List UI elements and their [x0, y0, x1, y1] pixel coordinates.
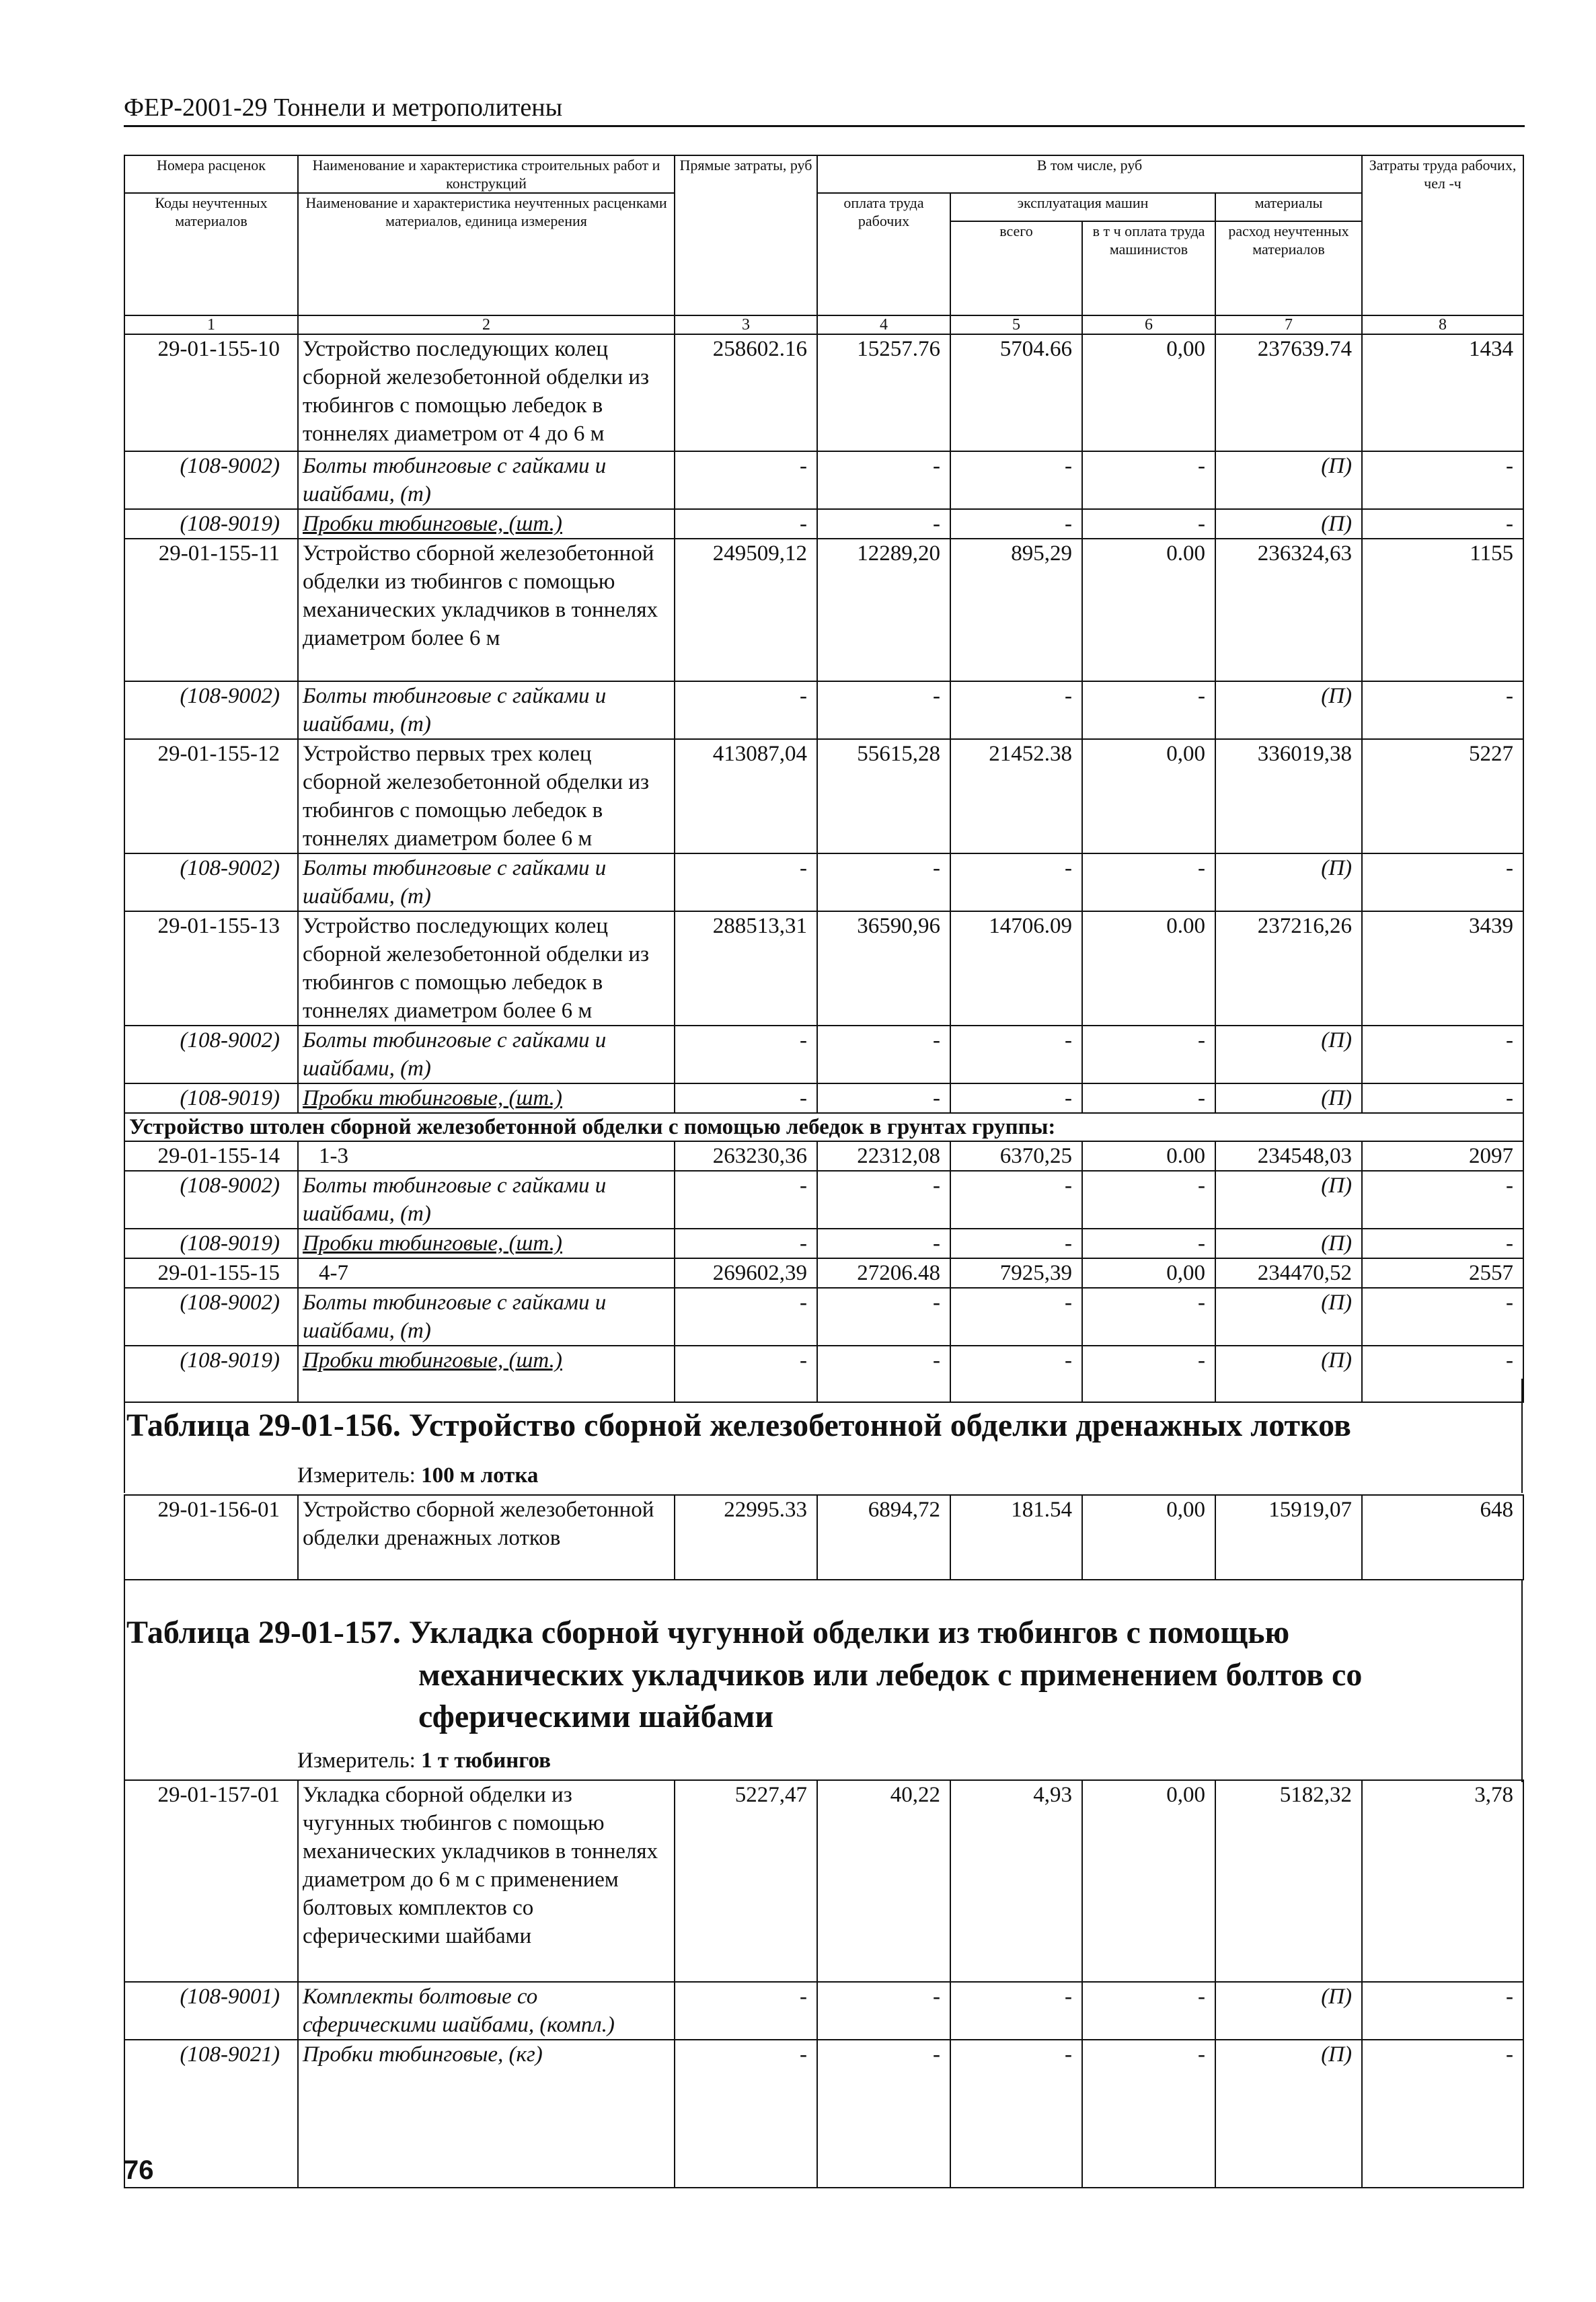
rate-code: 29-01-155-11 [124, 539, 298, 681]
direct-cost: 22995.33 [675, 1495, 817, 1580]
col2-head-b: Наименование и характеристика неучтенных расценками материалов, единица измерения [298, 193, 675, 315]
dash: - [817, 853, 950, 911]
table-row [124, 1780, 1523, 1982]
table-157-title: Таблица 29-01-157. Укладка сборной чугунной обделки из тюбингов с помощью [126, 1615, 1290, 1650]
work-name: Устройство сборной железобетонной обделки дренажных лотков [298, 1495, 675, 1580]
material-row [124, 853, 1523, 911]
work-name: 4-7 [298, 1258, 675, 1288]
frame-left-line [124, 1379, 125, 1493]
table-156 [124, 1494, 1524, 1580]
project-mark: (П) [1215, 1346, 1362, 1402]
group-heading-row [124, 1113, 1523, 1141]
direct-cost: 288513,31 [675, 911, 817, 1026]
material-code: (108-9019) [124, 1346, 298, 1402]
measure-label: Измеритель: [297, 1463, 416, 1488]
project-mark: (П) [1215, 1982, 1362, 2040]
material-code: (108-9002) [124, 1026, 298, 1083]
dash: - [1362, 451, 1523, 509]
machine-total: 7925,39 [950, 1258, 1082, 1288]
dash: - [1082, 509, 1215, 539]
project-mark: (П) [1215, 1083, 1362, 1113]
col6-head: в т ч оплата труда машинистов [1082, 221, 1215, 315]
material-code: (108-9019) [124, 1229, 298, 1258]
material-code: (108-9002) [124, 681, 298, 739]
labor-pay: 27206.48 [817, 1258, 950, 1288]
material-row [124, 451, 1523, 509]
labor-pay: 6894,72 [817, 1495, 950, 1580]
operator-pay: 0.00 [1082, 539, 1215, 681]
material-row [124, 1171, 1523, 1229]
dash: - [950, 1083, 1082, 1113]
col-number: 3 [675, 315, 817, 334]
dash: - [1082, 1171, 1215, 1229]
dash: - [1082, 1026, 1215, 1083]
dash: - [817, 451, 950, 509]
materials-head: материалы [1215, 193, 1362, 221]
operator-pay: 0.00 [1082, 911, 1215, 1026]
labor-hours: 2557 [1362, 1258, 1523, 1288]
labor-hours: 5227 [1362, 739, 1523, 853]
labor-pay: 15257.76 [817, 334, 950, 451]
direct-cost: 263230,36 [675, 1141, 817, 1171]
material-code: (108-9002) [124, 1171, 298, 1229]
material-name: Пробки тюбинговые, (шт.) [298, 1229, 675, 1258]
machine-total: 21452.38 [950, 739, 1082, 853]
materials-cost: 336019,38 [1215, 739, 1362, 853]
material-name: Пробки тюбинговые, (шт.) [298, 1083, 675, 1113]
material-row [124, 1083, 1523, 1113]
machine-total: 14706.09 [950, 911, 1082, 1026]
machine-total: 181.54 [950, 1495, 1082, 1580]
table-row [124, 739, 1523, 853]
dash: - [1082, 1288, 1215, 1346]
main-table [124, 155, 1524, 1403]
dash: - [1362, 1171, 1523, 1229]
project-mark: (П) [1215, 2040, 1362, 2188]
labor-pay: 36590,96 [817, 911, 950, 1026]
material-row [124, 509, 1523, 539]
labor-pay: 40,22 [817, 1780, 950, 1982]
dash: - [1362, 1229, 1523, 1258]
material-code: (108-9019) [124, 1083, 298, 1113]
machine-total: 895,29 [950, 539, 1082, 681]
dash: - [1362, 1026, 1523, 1083]
labor-hours: 3,78 [1362, 1780, 1523, 1982]
col-number: 5 [950, 315, 1082, 334]
rate-code: 29-01-155-12 [124, 739, 298, 853]
project-mark: (П) [1215, 451, 1362, 509]
dash: - [1082, 451, 1215, 509]
material-name: Болты тюбинговые с гайками и шайбами, (т) [298, 1026, 675, 1083]
material-row [124, 1229, 1523, 1258]
dash: - [675, 681, 817, 739]
dash: - [950, 1346, 1082, 1402]
work-name: Устройство последующих колец сборной железобетонной обделки из тюбингов с помощью лебедок в тоннелях диаметром от 4 до 6 м [298, 334, 675, 451]
dash: - [675, 1171, 817, 1229]
col5-head: всего [950, 221, 1082, 315]
work-name: Устройство последующих колец сборной железобетонной обделки из тюбингов с помощью лебедок в тоннелях диаметром более 6 м [298, 911, 675, 1026]
machine-total: 6370,25 [950, 1141, 1082, 1171]
project-mark: (П) [1215, 681, 1362, 739]
operator-pay: 0,00 [1082, 1495, 1215, 1580]
material-name: Болты тюбинговые с гайками и шайбами, (т) [298, 451, 675, 509]
included-head: В том числе, руб [817, 155, 1362, 193]
project-mark: (П) [1215, 509, 1362, 539]
dash: - [817, 681, 950, 739]
direct-cost: 413087,04 [675, 739, 817, 853]
dash: - [1362, 853, 1523, 911]
labor-pay: 12289,20 [817, 539, 950, 681]
project-mark: (П) [1215, 853, 1362, 911]
dash: - [950, 1171, 1082, 1229]
dash: - [675, 1982, 817, 2040]
dash: - [1082, 1346, 1215, 1402]
material-row [124, 1346, 1523, 1402]
col-number: 2 [298, 315, 675, 334]
material-name: Комплекты болтовые со сферическими шайбами, (компл.) [298, 1982, 675, 2040]
dash: - [1082, 1229, 1215, 1258]
dash: - [950, 1229, 1082, 1258]
dash: - [950, 853, 1082, 911]
material-code: (108-9019) [124, 509, 298, 539]
dash: - [1362, 1288, 1523, 1346]
labor-hours: 2097 [1362, 1141, 1523, 1171]
material-name: Пробки тюбинговые, (шт.) [298, 1346, 675, 1402]
dash: - [675, 2040, 817, 2188]
table-row [124, 1495, 1523, 1580]
dash: - [950, 1026, 1082, 1083]
header-row-1 [124, 155, 1523, 193]
dash: - [817, 1982, 950, 2040]
work-name: 1-3 [298, 1141, 675, 1171]
direct-cost: 269602,39 [675, 1258, 817, 1288]
frame-right-line [1521, 1379, 1523, 1493]
group-heading: Устройство штолен сборной железобетонной обделки с помощью лебедок в грунтах группы: [124, 1113, 1523, 1141]
machine-total: 5704.66 [950, 334, 1082, 451]
rate-code: 29-01-155-13 [124, 911, 298, 1026]
header-rule [124, 125, 1525, 127]
material-name: Болты тюбинговые с гайками и шайбами, (т) [298, 853, 675, 911]
direct-cost: 249509,12 [675, 539, 817, 681]
dash: - [1362, 509, 1523, 539]
dash: - [675, 1026, 817, 1083]
material-name: Болты тюбинговые с гайками и шайбами, (т) [298, 1171, 675, 1229]
dash: - [1362, 681, 1523, 739]
dash: - [817, 1171, 950, 1229]
table-row [124, 539, 1523, 681]
col-number: 8 [1362, 315, 1523, 334]
materials-cost: 5182,32 [1215, 1780, 1362, 1982]
table-row [124, 334, 1523, 451]
col3-head: Прямые затраты, руб [675, 155, 817, 315]
dash: - [817, 2040, 950, 2188]
material-code: (108-9002) [124, 1288, 298, 1346]
dash: - [950, 1288, 1082, 1346]
labor-pay: 22312,08 [817, 1141, 950, 1171]
material-name: Пробки тюбинговые, (кг) [298, 2040, 675, 2188]
operator-pay: 0,00 [1082, 1780, 1215, 1982]
direct-cost: 258602.16 [675, 334, 817, 451]
work-name: Устройство сборной железобетонной обделки из тюбингов с помощью механических укладчиков в тоннелях диаметром более 6 м [298, 539, 675, 681]
dash: - [1362, 1346, 1523, 1402]
dash: - [675, 1229, 817, 1258]
operator-pay: 0,00 [1082, 334, 1215, 451]
dash: - [1082, 681, 1215, 739]
material-row [124, 1288, 1523, 1346]
col2-head-a: Наименование и характеристика строительных работ и конструкций [298, 155, 675, 193]
table-row [124, 1258, 1523, 1288]
labor-pay: 55615,28 [817, 739, 950, 853]
col7-head: расход неучтенных материалов [1215, 221, 1362, 315]
project-mark: (П) [1215, 1288, 1362, 1346]
dash: - [675, 1083, 817, 1113]
table-row [124, 911, 1523, 1026]
dash: - [1082, 853, 1215, 911]
operator-pay: 0.00 [1082, 1141, 1215, 1171]
col-number: 7 [1215, 315, 1362, 334]
machine-total: 4,93 [950, 1780, 1082, 1982]
running-header: ФЕР-2001-29 Тоннели и метрополитены [124, 93, 563, 122]
project-mark: (П) [1215, 1026, 1362, 1083]
dash: - [950, 2040, 1082, 2188]
material-row [124, 681, 1523, 739]
work-name: Устройство первых трех колец сборной железобетонной обделки из тюбингов с помощью лебедок в тоннелях диаметром более 6 м [298, 739, 675, 853]
dash: - [675, 853, 817, 911]
dash: - [817, 1346, 950, 1402]
dash: - [1082, 2040, 1215, 2188]
material-name: Болты тюбинговые с гайками и шайбами, (т) [298, 681, 675, 739]
dash: - [675, 1346, 817, 1402]
col-number: 6 [1082, 315, 1215, 334]
material-code: (108-9002) [124, 451, 298, 509]
table-156-title: Таблица 29-01-156. Устройство сборной железобетонной обделки дренажных лотков [126, 1408, 1351, 1443]
material-name: Болты тюбинговые с гайками и шайбами, (т) [298, 1288, 675, 1346]
rate-code: 29-01-155-15 [124, 1258, 298, 1288]
dash: - [817, 1083, 950, 1113]
material-name: Пробки тюбинговые, (шт.) [298, 509, 675, 539]
dash: - [1362, 2040, 1523, 2188]
labor-hours: 1155 [1362, 539, 1523, 681]
dash: - [817, 1288, 950, 1346]
operator-pay: 0,00 [1082, 739, 1215, 853]
materials-cost: 234470,52 [1215, 1258, 1362, 1288]
dash: - [950, 681, 1082, 739]
labor-hours: 648 [1362, 1495, 1523, 1580]
rate-code: 29-01-155-10 [124, 334, 298, 451]
material-code: (108-9002) [124, 853, 298, 911]
table-156-measure [297, 1463, 538, 1488]
table-157-measure [297, 1749, 551, 1773]
rate-code: 29-01-155-14 [124, 1141, 298, 1171]
materials-cost: 15919,07 [1215, 1495, 1362, 1580]
rate-code: 29-01-156-01 [124, 1495, 298, 1580]
col8-head: Затраты труда рабочих, чел -ч [1362, 155, 1523, 315]
measure-value: 1 т тюбингов [421, 1749, 551, 1773]
col-number: 1 [124, 315, 298, 334]
page-number: 76 [124, 2155, 154, 2185]
dash: - [950, 451, 1082, 509]
col4-head: оплата труда рабочих [817, 193, 950, 315]
dash: - [675, 451, 817, 509]
frame-left-line [124, 1580, 125, 1782]
col-number: 4 [817, 315, 950, 334]
dash: - [1362, 1982, 1523, 2040]
dash: - [1362, 1083, 1523, 1113]
dash: - [675, 509, 817, 539]
measure-label: Измеритель: [297, 1749, 416, 1773]
column-number-row [124, 315, 1523, 334]
material-code: (108-9021) [124, 2040, 298, 2188]
dash: - [817, 1229, 950, 1258]
labor-hours: 1434 [1362, 334, 1523, 451]
materials-cost: 236324,63 [1215, 539, 1362, 681]
dash: - [950, 1982, 1082, 2040]
labor-hours: 3439 [1362, 911, 1523, 1026]
materials-cost: 234548,03 [1215, 1141, 1362, 1171]
material-row [124, 1982, 1523, 2040]
materials-cost: 237216,26 [1215, 911, 1362, 1026]
rate-code: 29-01-157-01 [124, 1780, 298, 1982]
material-row [124, 1026, 1523, 1083]
dash: - [1082, 1982, 1215, 2040]
material-code: (108-9001) [124, 1982, 298, 2040]
machines-head: эксплуатация машин [950, 193, 1215, 221]
dash: - [675, 1288, 817, 1346]
header-row-2 [124, 193, 1523, 221]
materials-cost: 237639.74 [1215, 334, 1362, 451]
col1-head-a: Номера расценок [124, 155, 298, 193]
table-row [124, 1141, 1523, 1171]
work-name: Укладка сборной обделки из чугунных тюбингов с помощью механических укладчиков в тоннелях диаметром до 6 м с применением болтовых комплектов со сферическими шайбами [298, 1780, 675, 1982]
table-157 [124, 1779, 1524, 2188]
frame-right-line [1521, 1580, 1523, 1782]
measure-value: 100 м лотка [421, 1463, 539, 1488]
operator-pay: 0,00 [1082, 1258, 1215, 1288]
col1-head-b: Коды неучтенных материалов [124, 193, 298, 315]
project-mark: (П) [1215, 1229, 1362, 1258]
dash: - [1082, 1083, 1215, 1113]
dash: - [950, 509, 1082, 539]
dash: - [817, 1026, 950, 1083]
project-mark: (П) [1215, 1171, 1362, 1229]
direct-cost: 5227,47 [675, 1780, 817, 1982]
material-row [124, 2040, 1523, 2188]
dash: - [817, 509, 950, 539]
table-157-title-cont: механических укладчиков или лебедок с применением болтов со сферическими шайбами [418, 1657, 1363, 1734]
